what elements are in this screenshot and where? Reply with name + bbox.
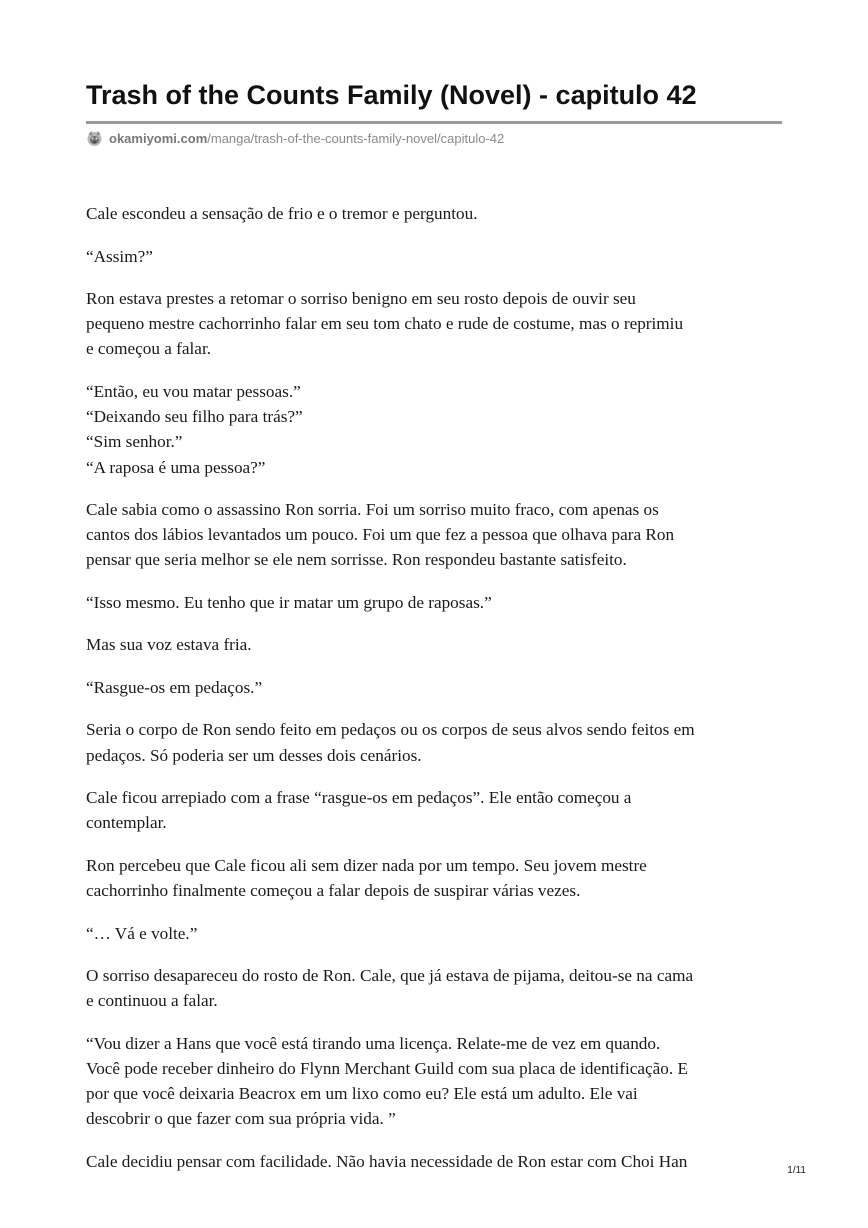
text-line: descobrir o que fazer com sua própria vida. ” [86, 1109, 396, 1129]
document-title: Trash of the Counts Family (Novel) - capitulo 42 [86, 80, 697, 110]
text-line: Cale ficou arrepiado com a frase “rasgue-os em pedaços”. Ele então começou a [86, 788, 632, 808]
text-line: pequeno mestre cachorrinho falar em seu tom chato e rude de costume, mas o reprimiu [86, 314, 684, 334]
text-line: “Sim senhor.” [86, 432, 183, 452]
text-line: por que você deixaria Beacrox em um lixo como eu? Ele está um adulto. Ele vai [86, 1084, 638, 1104]
paragraph [86, 921, 786, 946]
chapter-text [86, 201, 786, 1191]
text-line: “Deixando seu filho para trás?” [86, 407, 303, 427]
paragraph [86, 1031, 786, 1132]
paragraph [86, 853, 786, 903]
paragraph [86, 286, 786, 362]
paragraph [86, 590, 786, 615]
paragraph [86, 675, 786, 700]
paragraph [86, 963, 786, 1013]
source-domain[interactable]: okamiyomi.com [109, 130, 208, 146]
text-line: “Rasgue-os em pedaços.” [86, 677, 263, 697]
page-indicator: 1/11 [787, 1165, 806, 1176]
paragraph [86, 717, 786, 767]
paragraph [86, 379, 786, 480]
paragraph [86, 632, 786, 657]
text-line: “Vou dizer a Hans que você está tirando uma licença. Relate-me de vez em quando. [86, 1033, 661, 1053]
paragraph [86, 785, 786, 835]
text-line: Você pode receber dinheiro do Flynn Merchant Guild com sua placa de identificação. E [86, 1058, 688, 1078]
text-line: Cale sabia como o assassino Ron sorria. Foi um sorriso muito fraco, com apenas os [86, 500, 659, 520]
text-line: e continuou a falar. [86, 991, 218, 1011]
text-line: Mas sua voz estava fria. [86, 635, 252, 655]
text-line: cantos dos lábios levantados um pouco. Foi um que fez a pessoa que olhava para Ron [86, 525, 675, 545]
wolf-favicon-icon [86, 130, 103, 147]
text-line: “Assim?” [86, 246, 153, 266]
text-line: “Então, eu vou matar pessoas.” [86, 381, 301, 401]
source-link[interactable] [86, 129, 504, 147]
title-divider [86, 121, 782, 124]
source-path[interactable]: /manga/trash-of-the-counts-family-novel/capitulo-42 [207, 130, 505, 146]
text-line: “Isso mesmo. Eu tenho que ir matar um grupo de raposas.” [86, 592, 492, 612]
text-line: pedaços. Só poderia ser um desses dois cenários. [86, 745, 422, 765]
paragraph [86, 1149, 786, 1174]
text-line: e começou a falar. [86, 339, 212, 359]
text-line: “… Vá e volte.” [86, 923, 198, 943]
text-line: Seria o corpo de Ron sendo feito em pedaços ou os corpos de seus alvos sendo feitos em [86, 720, 695, 740]
text-line: pensar que seria melhor se ele nem sorrisse. Ron respondeu bastante satisfeito. [86, 550, 627, 570]
text-line: Ron percebeu que Cale ficou ali sem dizer nada por um tempo. Seu jovem mestre [86, 855, 647, 875]
text-line: O sorriso desapareceu do rosto de Ron. Cale, que já estava de pijama, deitou-se na cama [86, 966, 694, 986]
paragraph [86, 201, 786, 226]
paragraph [86, 244, 786, 269]
text-line: Ron estava prestes a retomar o sorriso benigno em seu rosto depois de ouvir seu [86, 289, 636, 308]
text-line: Cale decidiu pensar com facilidade. Não havia necessidade de Ron estar com Choi Han [86, 1151, 688, 1171]
text-line: contemplar. [86, 813, 167, 833]
text-line: cachorrinho finalmente começou a falar depois de suspirar várias vezes. [86, 881, 581, 901]
text-line: Cale escondeu a sensação de frio e o tremor e perguntou. [86, 204, 478, 223]
text-line: “A raposa é uma pessoa?” [86, 457, 266, 477]
paragraph [86, 497, 786, 573]
